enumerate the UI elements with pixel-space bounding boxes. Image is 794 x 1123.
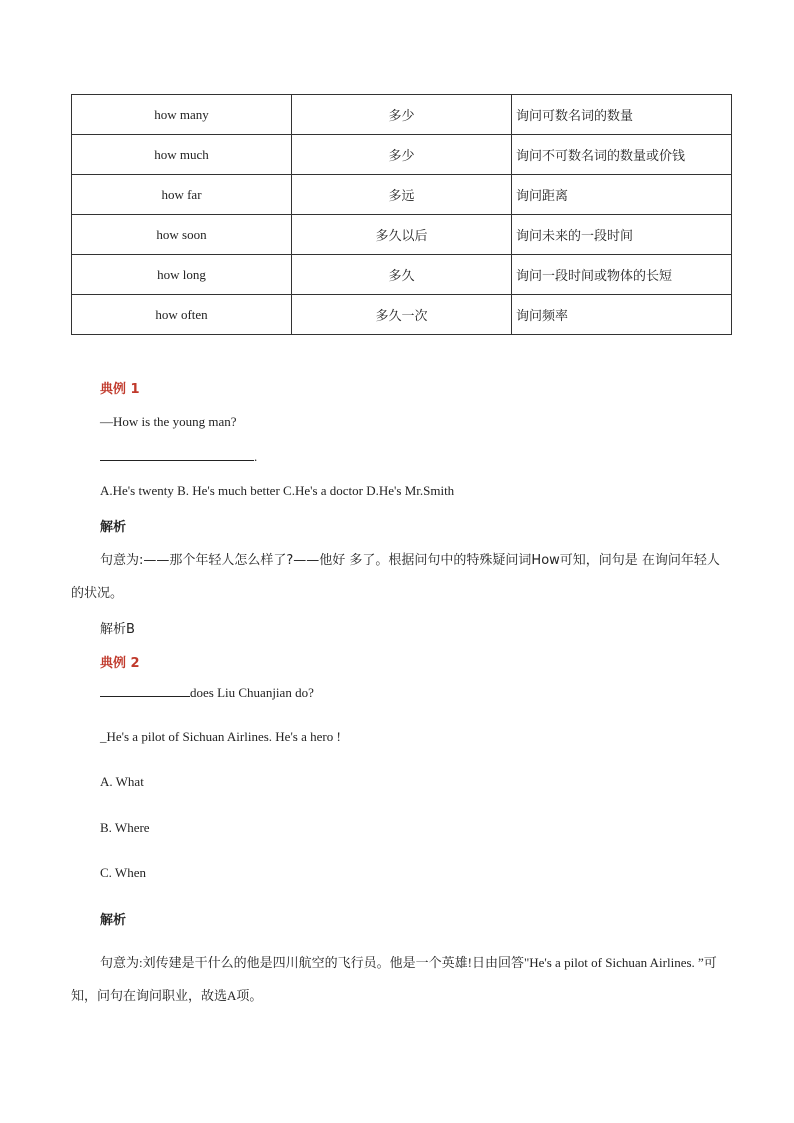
meaning-cell: 多少 xyxy=(292,135,512,175)
example1-options: A.He's twenty B. He's much better C.He's a doctor D.He's Mr.Smith xyxy=(100,483,455,498)
usage-cell: 询问未来的一段时间 xyxy=(512,215,732,255)
example2-reply: _He's a pilot of Sichuan Airlines. He's a hero ! xyxy=(100,729,341,744)
table-row xyxy=(72,295,732,335)
example1-analysis-label: 解析 xyxy=(100,520,127,535)
example2-option-b: B. Where xyxy=(100,820,150,835)
phrase-cell: how soon xyxy=(72,215,292,255)
usage-cell: 询问不可数名词的数量或价钱 xyxy=(512,135,732,175)
usage-cell: 询问频率 xyxy=(512,295,732,335)
table-body xyxy=(72,95,732,335)
example2-option-c: C. When xyxy=(100,865,146,880)
phrase-cell: how many xyxy=(72,95,292,135)
example2-heading: 典例 2 xyxy=(100,656,140,671)
phrase-cell: how far xyxy=(72,175,292,215)
question-word-table xyxy=(71,94,732,335)
meaning-cell: 多久 xyxy=(292,255,512,295)
table-row xyxy=(72,135,732,175)
table-row xyxy=(72,175,732,215)
meaning-cell: 多少 xyxy=(292,95,512,135)
meaning-cell: 多远 xyxy=(292,175,512,215)
table-row xyxy=(72,255,732,295)
example1-answer: 解析B xyxy=(100,622,135,637)
example2-analysis-label: 解析 xyxy=(100,913,127,928)
example1-answer-blank-line xyxy=(100,448,257,465)
meaning-cell: 多久一次 xyxy=(292,295,512,335)
answer-blank xyxy=(100,684,190,697)
example1-analysis: 句意为:——那个年轻人怎么样了?——他好 多了。根据问句中的特殊疑问词How可知，问句是 在询问年轻人的状况。 xyxy=(71,553,720,601)
table-row xyxy=(72,95,732,135)
example2-analysis: 句意为:刘传建是干什么的他是四川航空的飞行员。他是一个英雄!日由回答"He's a pilot of Sichuan Airlines. ”可知，问句在询问职业，故选A项。 xyxy=(71,955,717,1003)
example1-blank-end: . xyxy=(254,449,258,464)
example2-question-line xyxy=(100,684,314,701)
table-row xyxy=(72,215,732,255)
example1-heading: 典例 1 xyxy=(100,382,140,397)
example2-question: does Liu Chuanjian do? xyxy=(190,685,314,700)
phrase-cell: how long xyxy=(72,255,292,295)
answer-blank xyxy=(100,448,254,461)
usage-cell: 询问一段时间或物体的长短 xyxy=(512,255,732,295)
meaning-cell: 多久以后 xyxy=(292,215,512,255)
example2-option-a: A. What xyxy=(100,774,144,789)
example1-question: —How is the young man? xyxy=(100,414,237,429)
usage-cell: 询问距离 xyxy=(512,175,732,215)
phrase-cell: how much xyxy=(72,135,292,175)
usage-cell: 询问可数名词的数量 xyxy=(512,95,732,135)
phrase-cell: how often xyxy=(72,295,292,335)
